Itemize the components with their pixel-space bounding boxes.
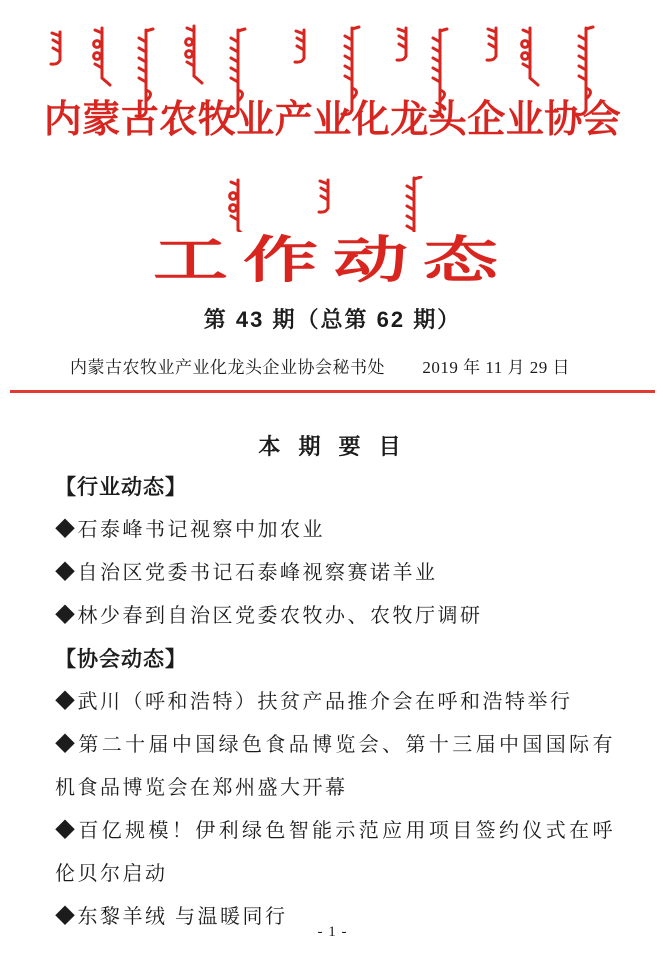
toc-item: ◆林少春到自治区党委农牧办、农牧厅调研 [55,605,483,627]
toc-item: ◆武川（呼和浩特）扶贫产品推介会在呼和浩特举行 [55,691,573,713]
section-header-association: 【协会动态】 [55,648,187,671]
table-of-contents [55,466,615,939]
toc-item: ◆东黎羊绒 与温暖同行 [55,906,288,928]
publisher-name: 内蒙古农牧业产业化龙头企业协会秘书处 [70,358,385,377]
toc-item: ◆石泰峰书记视察中加农业 [55,519,325,541]
bulletin-title-text: 工作动态 [152,232,513,288]
red-divider-rule [10,390,655,393]
publication-date: 2019 年 11 月 29 日 [422,358,570,377]
organization-title: 内蒙古农牧业产业化龙头企业协会 [43,99,622,141]
section-header-industry: 【行业动态】 [55,476,187,499]
issue-number: 第 43 期（总第 62 期） [203,307,462,332]
toc-item: ◆第二十届中国绿色食品博览会、第十三届中国国际有机食品博览会在郑州盛大开幕 [55,734,615,799]
publisher-date-line [0,353,665,378]
toc-item: ◆百亿规模！伊利绿色智能示范应用项目签约仪式在呼伦贝尔启动 [55,820,615,885]
contents-heading: 本 期 要 目 [258,434,407,459]
page-number: - 1 - [317,924,348,940]
bulletin-title [0,220,665,292]
toc-item: ◆自治区党委书记石泰峰视察赛诺羊业 [55,562,438,584]
